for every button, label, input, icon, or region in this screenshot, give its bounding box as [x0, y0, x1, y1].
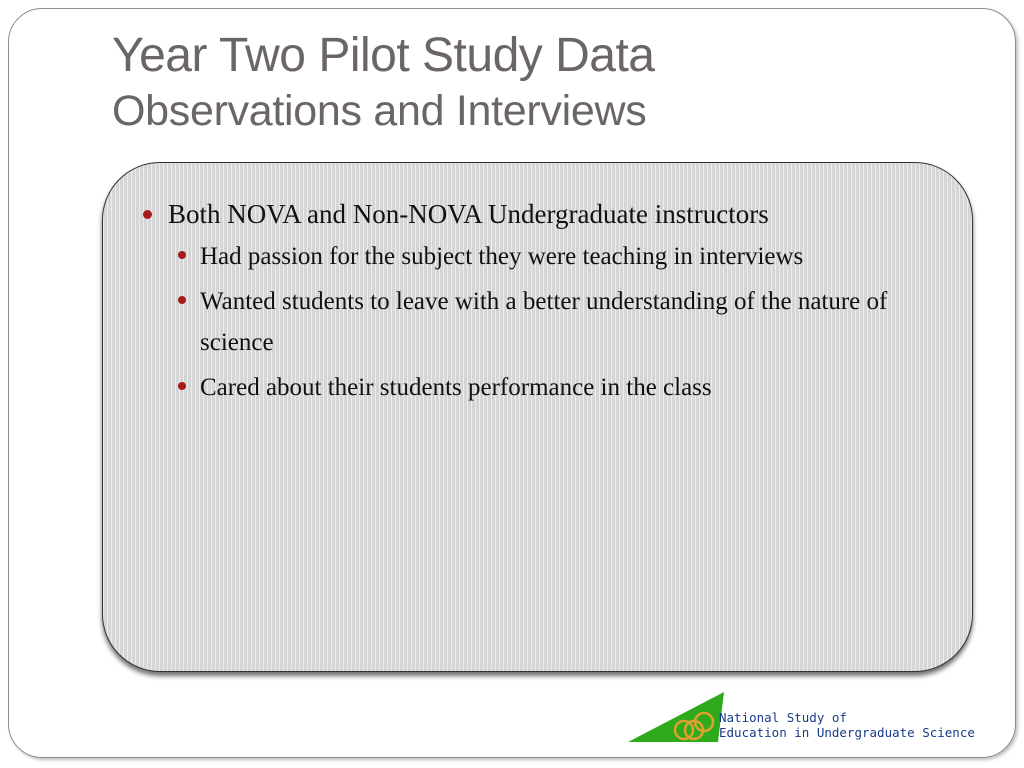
sub-bullet-item	[140, 367, 960, 408]
bullet-dot-icon	[178, 296, 186, 304]
logo-text-line1: National Study of	[719, 710, 847, 725]
bullet-text: Both NOVA and Non-NOVA Undergraduate instructors	[168, 199, 769, 229]
logo-text-line2: Education in Undergraduate Science	[719, 725, 975, 740]
bullet-dot-icon	[143, 210, 152, 219]
sub-bullet-text: Had passion for the subject they were teaching in interviews	[200, 243, 804, 270]
sub-bullet-text: Wanted students to leave with a better understanding of the nature of science	[200, 288, 888, 356]
bullet-dot-icon	[178, 382, 186, 390]
logo-text	[719, 710, 975, 740]
bullet-item	[140, 196, 960, 232]
slide-title	[112, 28, 655, 138]
nsoeus-logo	[626, 690, 996, 746]
sub-bullet-item	[140, 236, 960, 277]
title-subtitle: Observations and Interviews	[112, 87, 647, 135]
title-main: Year Two Pilot Study Data	[112, 29, 655, 82]
bullet-dot-icon	[178, 251, 186, 259]
sub-bullet-item	[140, 281, 960, 363]
sub-bullet-text: Cared about their students performance in the class	[200, 374, 712, 401]
bullet-list	[140, 196, 960, 408]
